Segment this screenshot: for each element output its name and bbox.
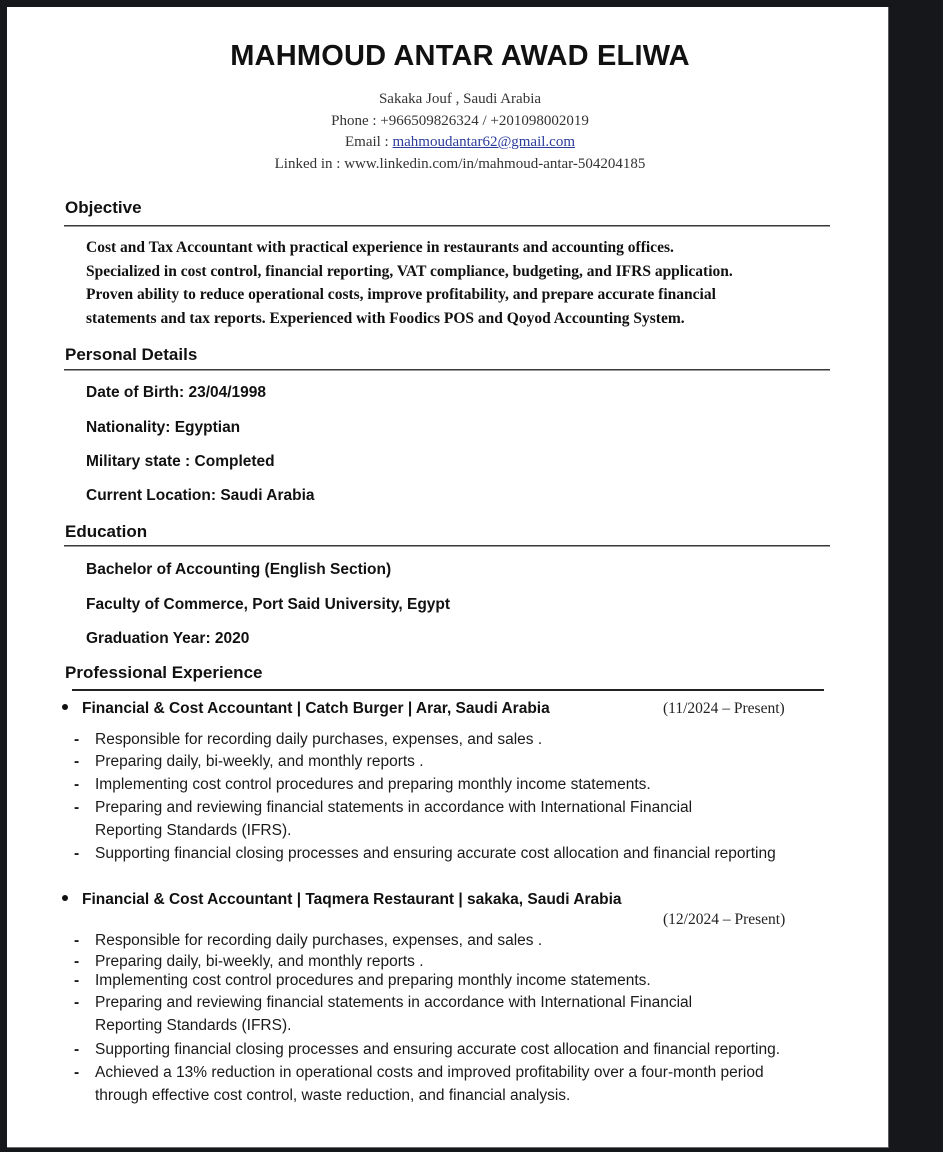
job-bullet — [74, 843, 776, 866]
dash-icon: - — [74, 799, 80, 816]
bullet-text: Responsible for recording daily purchases, expenses, and sales . — [95, 731, 543, 748]
section-title-education: Education — [65, 522, 148, 541]
section-divider — [64, 545, 830, 547]
phone-label: Phone : — [331, 113, 381, 129]
education-faculty: Faculty of Commerce, Port Said University, Egypt — [86, 596, 451, 613]
job-title — [62, 891, 622, 909]
linkedin-label: Linked in : — [274, 156, 345, 172]
education-degree: Bachelor of Accounting (English Section) — [86, 561, 392, 578]
bullet-text: Implementing cost control procedures and preparing monthly income statements. — [95, 972, 651, 989]
bullet-text: Preparing and reviewing financial statements in accordance with International Financial — [95, 994, 693, 1011]
detail-date-of-birth: Date of Birth: 23/04/1998 — [86, 384, 267, 401]
bullet-text: Achieved a 13% reduction in operational costs and improved profitability over a four-month period — [95, 1064, 764, 1081]
job-title-text: Financial & Cost Accountant | Taqmera Restaurant | sakaka, Saudi Arabia — [82, 891, 622, 908]
job-bullet — [74, 970, 651, 993]
dash-icon: - — [74, 1064, 80, 1081]
section-title-professional-experience: Professional Experience — [65, 663, 263, 682]
objective-line: Cost and Tax Accountant with practical experience in restaurants and accounting offices. — [86, 239, 674, 256]
linkedin-url: www.linkedin.com/in/mahmoud-antar-504204185 — [344, 156, 646, 172]
section-title-objective: Objective — [65, 198, 142, 217]
dash-icon: - — [74, 972, 80, 989]
objective-text — [86, 236, 733, 330]
job-bullet — [74, 797, 692, 842]
objective-line: statements and tax reports. Experienced with Foodics POS and Qoyod Accounting System. — [86, 309, 685, 327]
objective-line: Specialized in cost control, financial reporting, VAT compliance, budgeting, and IFRS application. — [86, 262, 733, 280]
section-divider — [72, 689, 824, 691]
dash-icon: - — [74, 753, 80, 770]
job-bullet — [74, 992, 692, 1037]
detail-nationality: Nationality: Egyptian — [86, 419, 241, 436]
bullet-text-continued: Reporting Standards (IFRS). — [95, 1016, 292, 1034]
section-divider — [64, 369, 830, 371]
dash-icon: - — [74, 731, 80, 748]
dash-icon: - — [74, 776, 80, 793]
detail-current-location: Current Location: Saudi Arabia — [86, 487, 315, 504]
contact-linkedin — [0, 156, 920, 173]
detail-military-state: Military state : Completed — [86, 453, 275, 470]
bullet-text: Supporting financial closing processes and ensuring accurate cost allocation and financial reporting — [95, 845, 776, 862]
bullet-dot-icon — [62, 704, 68, 710]
bullet-text: Implementing cost control procedures and preparing monthly income statements. — [95, 776, 651, 793]
bullet-text-continued: through effective cost control, waste reduction, and financial analysis. — [95, 1086, 571, 1104]
contact-location: Sakaka Jouf , Saudi Arabia — [378, 91, 542, 107]
phone-value: +966509826324 / +201098002019 — [380, 113, 589, 129]
job-date: (12/2024 – Present) — [663, 911, 786, 928]
job-bullet — [74, 1039, 780, 1062]
job-bullet — [74, 930, 542, 953]
job-title — [62, 700, 550, 718]
email-label: Email : — [344, 134, 393, 150]
bullet-text: Preparing daily, bi-weekly, and monthly reports . — [95, 753, 424, 770]
contact-email — [0, 134, 920, 151]
bullet-text: Responsible for recording daily purchases, expenses, and sales . — [95, 932, 543, 949]
education-graduation-year: Graduation Year: 2020 — [86, 630, 250, 647]
contact-phone — [0, 113, 920, 130]
section-title-personal-details: Personal Details — [65, 345, 198, 364]
dash-icon: - — [74, 932, 80, 949]
dash-icon: - — [74, 994, 80, 1011]
email-link[interactable]: mahmoudantar62@gmail.com — [392, 134, 576, 150]
objective-line: Proven ability to reduce operational costs, improve profitability, and prepare accurate financial — [86, 286, 716, 303]
job-bullet — [74, 1062, 764, 1107]
job-bullet — [74, 774, 651, 797]
bullet-text: Supporting financial closing processes and ensuring accurate cost allocation and financial reporting. — [95, 1041, 780, 1058]
job-title-text: Financial & Cost Accountant | Catch Burger | Arar, Saudi Arabia — [82, 700, 550, 717]
candidate-name: MAHMOUD ANTAR AWAD ELIWA — [230, 40, 690, 72]
job-bullet — [74, 751, 424, 774]
job-date: (11/2024 – Present) — [663, 700, 785, 717]
bullet-dot-icon — [62, 895, 68, 901]
dash-icon: - — [74, 845, 80, 862]
bullet-text-continued: Reporting Standards (IFRS). — [95, 821, 292, 839]
job-bullet — [74, 729, 542, 752]
dash-icon: - — [74, 1041, 80, 1058]
dash-icon: - — [74, 953, 80, 970]
bullet-text: Preparing daily, bi-weekly, and monthly reports . — [95, 953, 424, 970]
section-divider — [64, 225, 830, 227]
bullet-text: Preparing and reviewing financial statements in accordance with International Financial — [95, 799, 693, 816]
